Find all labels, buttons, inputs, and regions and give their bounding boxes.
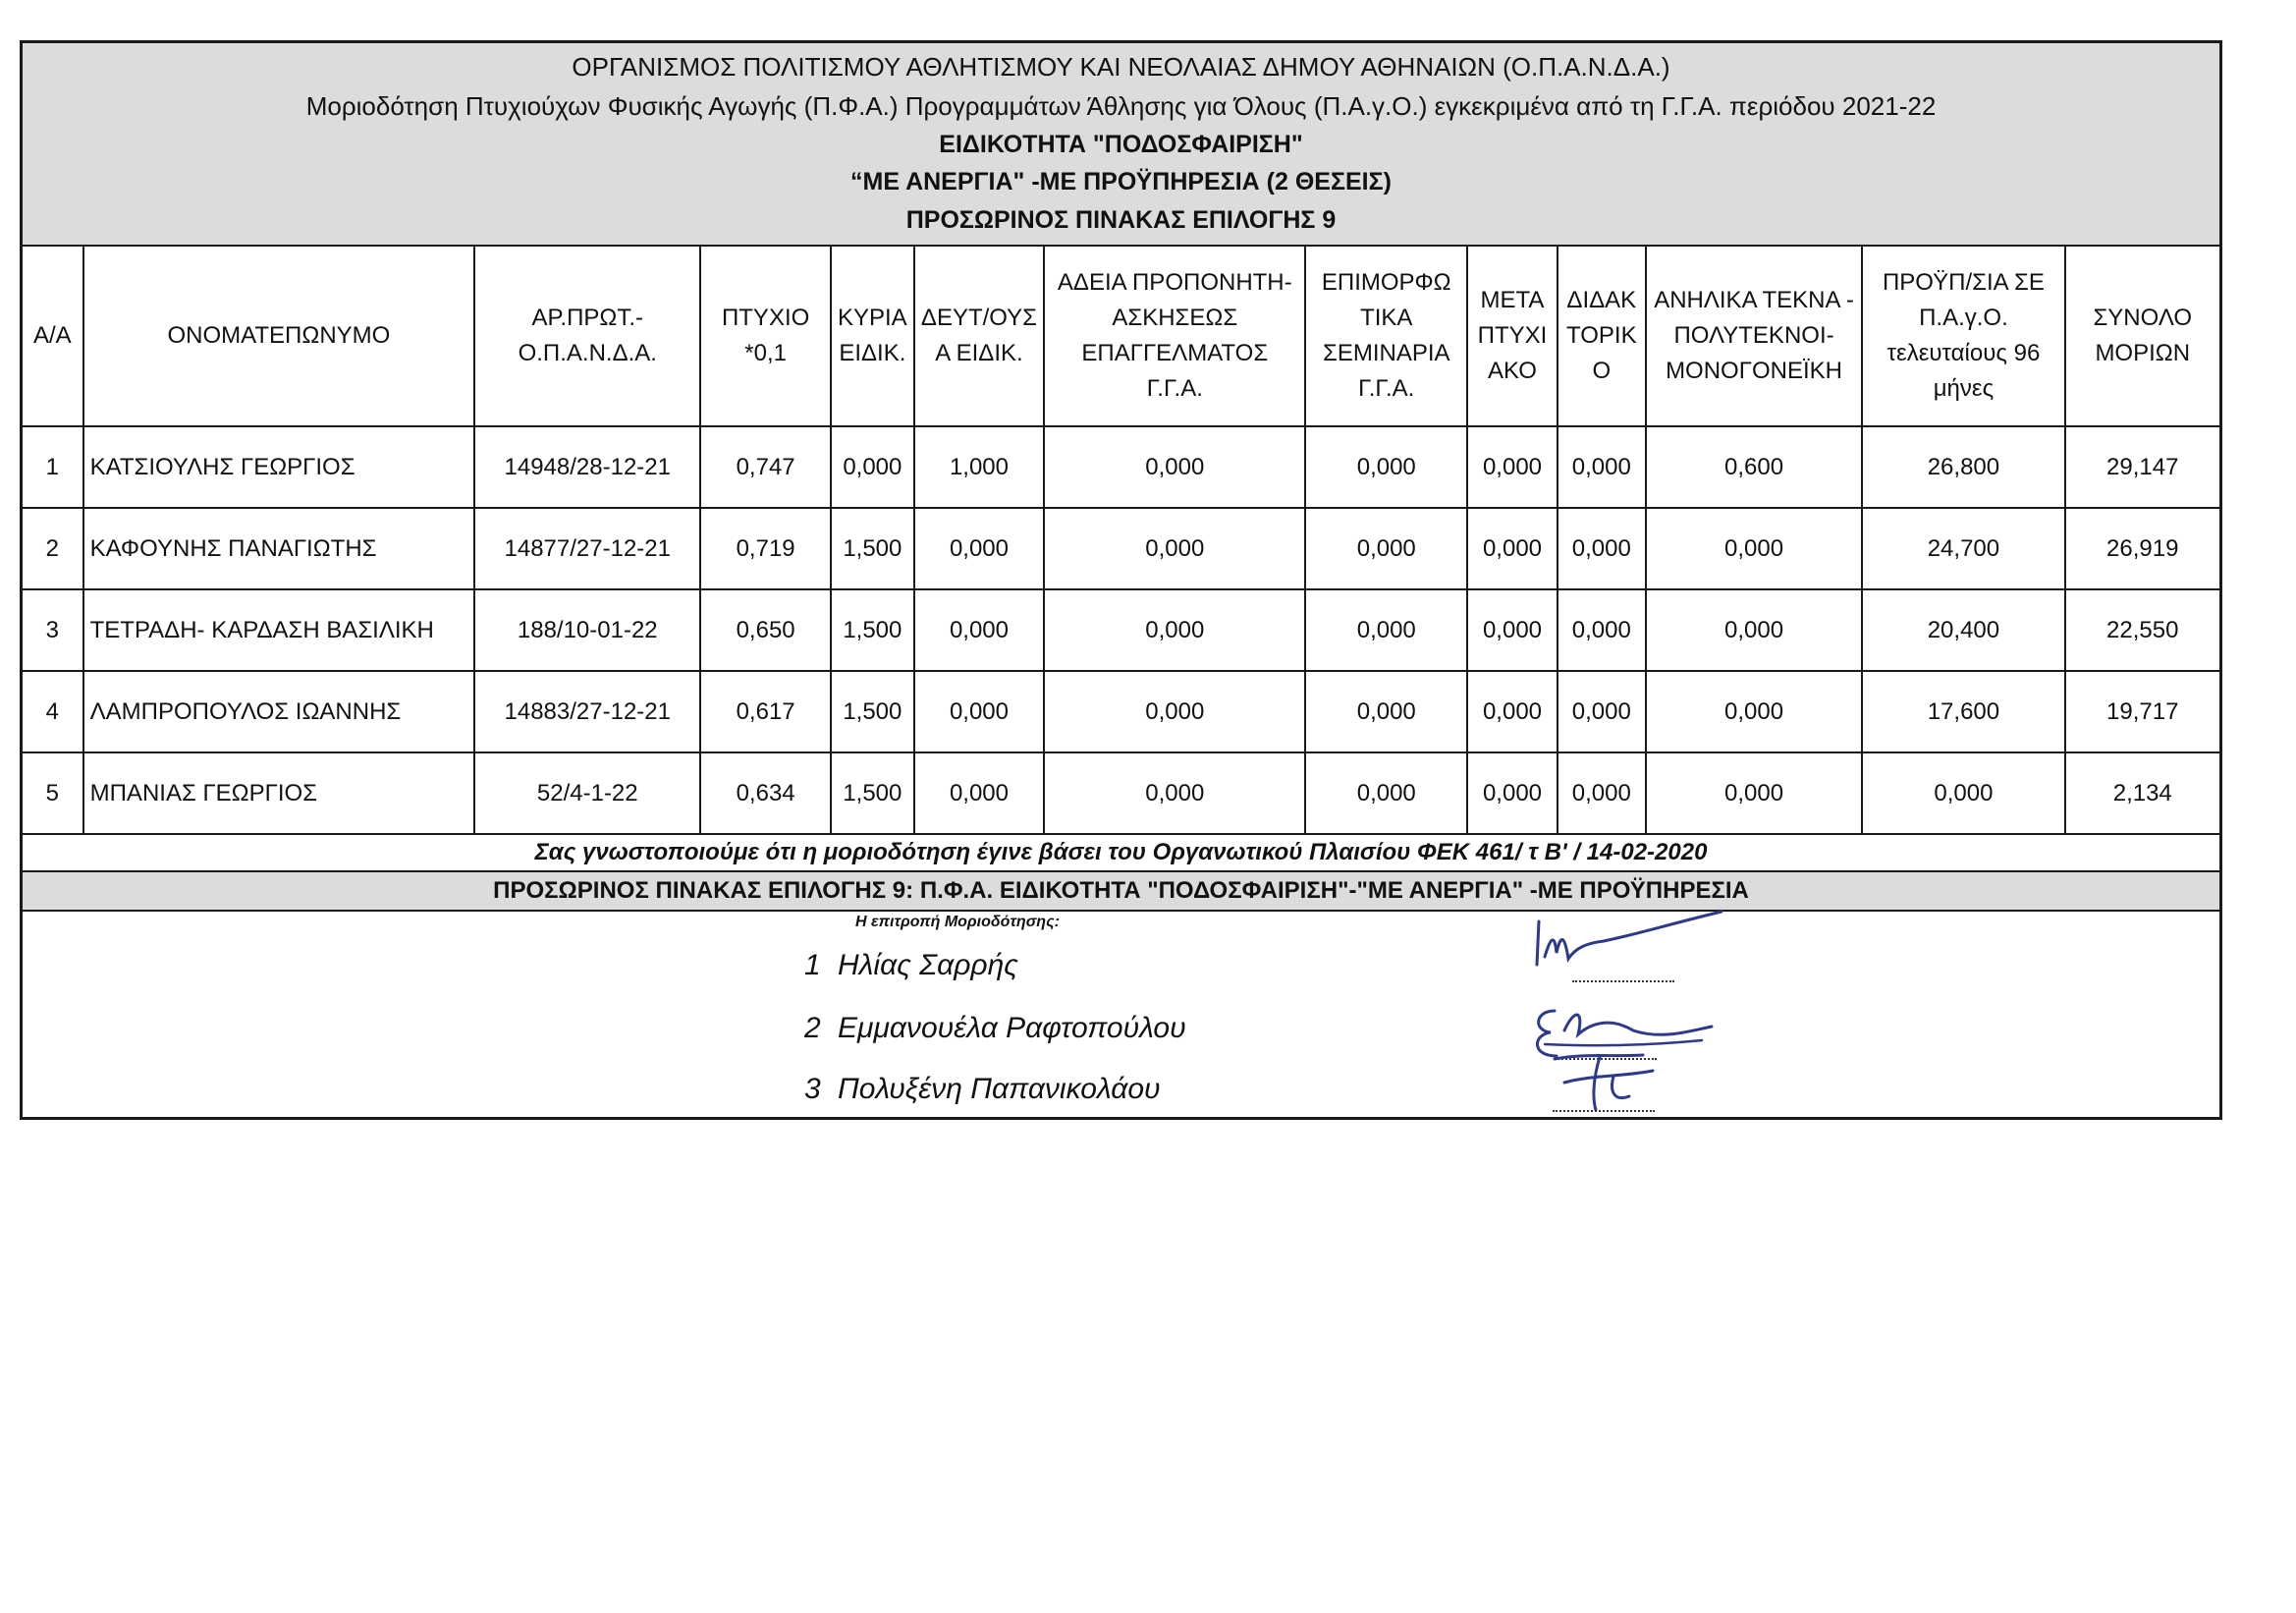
- member-number: 1: [804, 949, 821, 981]
- column-header-line: ΟΝΟΜΑΤΕΠΩΝΥΜΟ: [167, 322, 391, 349]
- member-name: Ηλίας Σαρρής: [838, 949, 1018, 981]
- table-row: [23, 752, 2219, 834]
- column-header-line: ΑΝΗΛΙΚΑ ΤΕΚΝΑ -: [1654, 287, 1854, 313]
- column-header-line: Π.Α.γ.Ο.: [1919, 305, 2008, 331]
- column-header-line: ΔΕΥΤ/ΟΥΣ: [920, 305, 1038, 331]
- table-cell: 0,000: [1467, 589, 1558, 671]
- table-cell: 52/4-1-22: [474, 752, 700, 834]
- table-cell: 26,919: [2065, 508, 2220, 589]
- member-name: Εμμανουέλα Ραφτοπούλου: [838, 1012, 1186, 1044]
- column-header: [914, 246, 1044, 426]
- column-header-line: τελευταίους 96: [1886, 340, 2041, 366]
- table-cell: 0,000: [831, 426, 914, 508]
- column-header: [1044, 246, 1305, 426]
- legal-notice: Σας γνωστοποιούμε ότι η μοριοδότηση έγινε βάσει του Οργανωτικού Πλαισίου ΦΕΚ 461/ τ Β' / 14-02-2020: [23, 835, 2219, 872]
- document-header: [23, 43, 2219, 247]
- table-cell: 17,600: [1862, 671, 2064, 752]
- table-cell: 20,400: [1862, 589, 2064, 671]
- column-header: [831, 246, 914, 426]
- name-cell: ΜΠΑΝΙΑΣ ΓΕΩΡΓΙΟΣ: [83, 752, 475, 834]
- column-header-line: ΜΟΝΟΓΟΝΕΪΚΗ: [1666, 358, 1842, 384]
- table-cell: 14877/27-12-21: [474, 508, 700, 589]
- column-header: [1305, 246, 1467, 426]
- scores-table: [23, 245, 2219, 835]
- column-header-line: Γ.Γ.Α.: [1146, 375, 1203, 402]
- table-cell: 0,719: [700, 508, 831, 589]
- table-cell: 0,000: [1305, 589, 1467, 671]
- column-header-line: ΑΣΚΗΣΕΩΣ: [1112, 305, 1238, 331]
- column-header-line: ΕΙΔΙΚ.: [839, 340, 906, 366]
- table-cell: 1,000: [914, 426, 1044, 508]
- table-row: [23, 508, 2219, 589]
- table-cell: 0,747: [700, 426, 831, 508]
- signature-3-line: [1553, 1110, 1655, 1112]
- column-header-line: ΑΚΟ: [1488, 358, 1537, 384]
- table-cell: 0,000: [1044, 671, 1305, 752]
- column-header-line: ΠΟΛΥΤΕΚΝΟΙ-: [1673, 322, 1834, 349]
- column-header: [1646, 246, 1863, 426]
- column-header-line: ΕΠΑΓΓΕΛΜΑΤΟΣ: [1081, 340, 1269, 366]
- table-cell: 0,000: [1305, 671, 1467, 752]
- column-header-line: *0,1: [744, 340, 787, 366]
- column-header-line: ΜΟΡΙΩΝ: [2095, 340, 2191, 366]
- table-cell: 0,000: [1044, 752, 1305, 834]
- name-cell: ΚΑΤΣΙΟΥΛΗΣ ΓΕΩΡΓΙΟΣ: [83, 426, 475, 508]
- signature-1-line: [1572, 980, 1674, 982]
- column-header: [700, 246, 831, 426]
- footer-band: ΠΡΟΣΩΡΙΝΟΣ ΠΙΝΑΚΑΣ ΕΠΙΛΟΓΗΣ 9: Π.Φ.Α. ΕΙΔΙΚΟΤΗΤΑ "ΠΟΔΟΣΦΑΙΡΙΣΗ"-"ΜΕ ΑΝΕΡΓΙΑ" -ΜΕ ΠΡΟΫΠΗΡΕΣΙΑ: [23, 872, 2219, 912]
- table-cell: 0,000: [1467, 508, 1558, 589]
- column-header-line: ΤΙΚΑ: [1360, 305, 1413, 331]
- document-sheet: [20, 40, 2222, 1120]
- table-cell: 29,147: [2065, 426, 2220, 508]
- column-header-line: ΕΠΙΜΟΡΦΩ: [1321, 269, 1451, 296]
- committee-member: [804, 1012, 1186, 1045]
- table-cell: 0,617: [700, 671, 831, 752]
- row-index-cell: 5: [23, 752, 83, 834]
- table-cell: 1,500: [831, 752, 914, 834]
- row-index-cell: 2: [23, 508, 83, 589]
- specialty-title: ΕΙΔΙΚΟΤΗΤΑ "ΠΟΔΟΣΦΑΙΡΙΣΗ": [939, 131, 1303, 158]
- column-header-line: ΑΡ.ΠΡΩΤ.-: [531, 305, 644, 331]
- category-title: “ΜΕ ΑΝΕΡΓΙΑ" -ΜΕ ΠΡΟΫΠΗΡΕΣΙΑ (2 ΘΕΣΕΙΣ): [850, 168, 1392, 195]
- row-index-cell: 3: [23, 589, 83, 671]
- table-title: ΠΡΟΣΩΡΙΝΟΣ ΠΙΝΑΚΑΣ ΕΠΙΛΟΓΗΣ 9: [905, 206, 1337, 234]
- column-header-line: μήνες: [1933, 375, 1995, 402]
- table-cell: 0,600: [1646, 426, 1863, 508]
- organization-title: ΟΡΓΑΝΙΣΜΟΣ ΠΟΛΙΤΙΣΜΟΥ ΑΘΛΗΤΙΣΜΟΥ ΚΑΙ ΝΕΟΛΑΙΑΣ ΔΗΜΟΥ ΑΘΗΝΑΙΩΝ (Ο.Π.Α.Ν.Δ.Α.): [572, 52, 1670, 82]
- table-cell: 0,000: [1558, 671, 1646, 752]
- column-header: [1862, 246, 2064, 426]
- row-index-cell: 4: [23, 671, 83, 752]
- committee-title: Η επιτροπή Μοριοδότησης:: [855, 914, 1060, 930]
- table-cell: 0,000: [1305, 426, 1467, 508]
- table-cell: 1,500: [831, 508, 914, 589]
- table-cell: 0,000: [1467, 752, 1558, 834]
- column-header-line: Γ.Γ.Α.: [1358, 375, 1415, 402]
- table-cell: 0,000: [914, 589, 1044, 671]
- name-cell: ΤΕΤΡΑΔΗ- ΚΑΡΔΑΣΗ ΒΑΣΙΛΙΚΗ: [83, 589, 475, 671]
- name-cell: ΚΑΦΟΥΝΗΣ ΠΑΝΑΓΙΩΤΗΣ: [83, 508, 475, 589]
- table-cell: 2,134: [2065, 752, 2220, 834]
- column-header-line: Ο: [1592, 358, 1612, 384]
- table-cell: 0,000: [1044, 426, 1305, 508]
- column-header: [23, 246, 83, 426]
- table-cell: 22,550: [2065, 589, 2220, 671]
- column-header-line: ΚΥΡΙΑ: [837, 305, 907, 331]
- signature-1-image: [1525, 908, 1741, 976]
- table-cell: 0,000: [1646, 752, 1863, 834]
- table-cell: 0,000: [914, 752, 1044, 834]
- row-index-cell: 1: [23, 426, 83, 508]
- table-cell: 14883/27-12-21: [474, 671, 700, 752]
- table-row: [23, 671, 2219, 752]
- table-row: [23, 589, 2219, 671]
- table-cell: 19,717: [2065, 671, 2220, 752]
- table-cell: 0,000: [1305, 508, 1467, 589]
- table-cell: 0,000: [1558, 589, 1646, 671]
- member-number: 2: [804, 1012, 821, 1044]
- table-cell: 0,000: [1467, 671, 1558, 752]
- column-header-line: ΠΡΟΫΠ/ΣΙΑ ΣΕ: [1882, 269, 2045, 296]
- table-cell: 0,000: [1305, 752, 1467, 834]
- column-header: [1558, 246, 1646, 426]
- table-cell: 0,000: [1558, 752, 1646, 834]
- table-cell: 0,650: [700, 589, 831, 671]
- column-header: [1467, 246, 1558, 426]
- table-cell: 0,000: [914, 508, 1044, 589]
- table-cell: 0,634: [700, 752, 831, 834]
- table-cell: 0,000: [1558, 426, 1646, 508]
- name-cell: ΛΑΜΠΡΟΠΟΥΛΟΣ ΙΩΑΝΝΗΣ: [83, 671, 475, 752]
- column-header-line: ΠΤΥΧΙΟ: [721, 305, 810, 331]
- table-cell: 188/10-01-22: [474, 589, 700, 671]
- column-header-line: ΤΟΡΙΚ: [1566, 322, 1637, 349]
- column-header-line: ΑΔΕΙΑ ΠΡΟΠΟΝΗΤΗ-: [1057, 269, 1292, 296]
- table-cell: 0,000: [1467, 426, 1558, 508]
- table-cell: 0,000: [1646, 671, 1863, 752]
- member-name: Πολυξένη Παπανικολάου: [838, 1073, 1161, 1105]
- member-number: 3: [804, 1073, 821, 1105]
- table-cell: 0,000: [1044, 508, 1305, 589]
- table-cell: 0,000: [1558, 508, 1646, 589]
- column-header-line: Ο.Π.Α.Ν.Δ.Α.: [518, 340, 657, 366]
- committee-member: [804, 949, 1018, 982]
- table-header-row: [23, 246, 2219, 426]
- column-header-line: ΣΕΜΙΝΑΡΙΑ: [1322, 340, 1450, 366]
- table-cell: 0,000: [914, 671, 1044, 752]
- table-cell: 0,000: [1646, 508, 1863, 589]
- column-header-line: ΣΥΝΟΛΟ: [2093, 305, 2193, 331]
- column-header-line: Α/Α: [32, 322, 72, 349]
- column-header-line: Α ΕΙΔΙΚ.: [935, 340, 1023, 366]
- column-header-line: ΜΕΤΑ: [1480, 287, 1545, 313]
- committee-member: [804, 1073, 1161, 1106]
- table-cell: 14948/28-12-21: [474, 426, 700, 508]
- table-cell: 0,000: [1044, 589, 1305, 671]
- column-header: [83, 246, 475, 426]
- column-header-line: ΔΙΔΑΚ: [1566, 287, 1637, 313]
- table-row: [23, 426, 2219, 508]
- table-cell: 0,000: [1862, 752, 2064, 834]
- signature-3-image: [1535, 1047, 1682, 1116]
- table-cell: 26,800: [1862, 426, 2064, 508]
- table-cell: 0,000: [1646, 589, 1863, 671]
- document-subtitle: Μοριοδότηση Πτυχιούχων Φυσικής Αγωγής (Π.Φ.Α.) Προγραμμάτων Άθλησης για Όλους (Π.Α.γ.Ο.) εγκεκριμένα από τη Γ.Γ.Α. περιόδου 2021-22: [305, 91, 1937, 121]
- column-header-line: ΠΤΥΧΙ: [1477, 322, 1548, 349]
- table-cell: 1,500: [831, 589, 914, 671]
- column-header: [474, 246, 700, 426]
- table-cell: 1,500: [831, 671, 914, 752]
- column-header: [2065, 246, 2220, 426]
- table-cell: 24,700: [1862, 508, 2064, 589]
